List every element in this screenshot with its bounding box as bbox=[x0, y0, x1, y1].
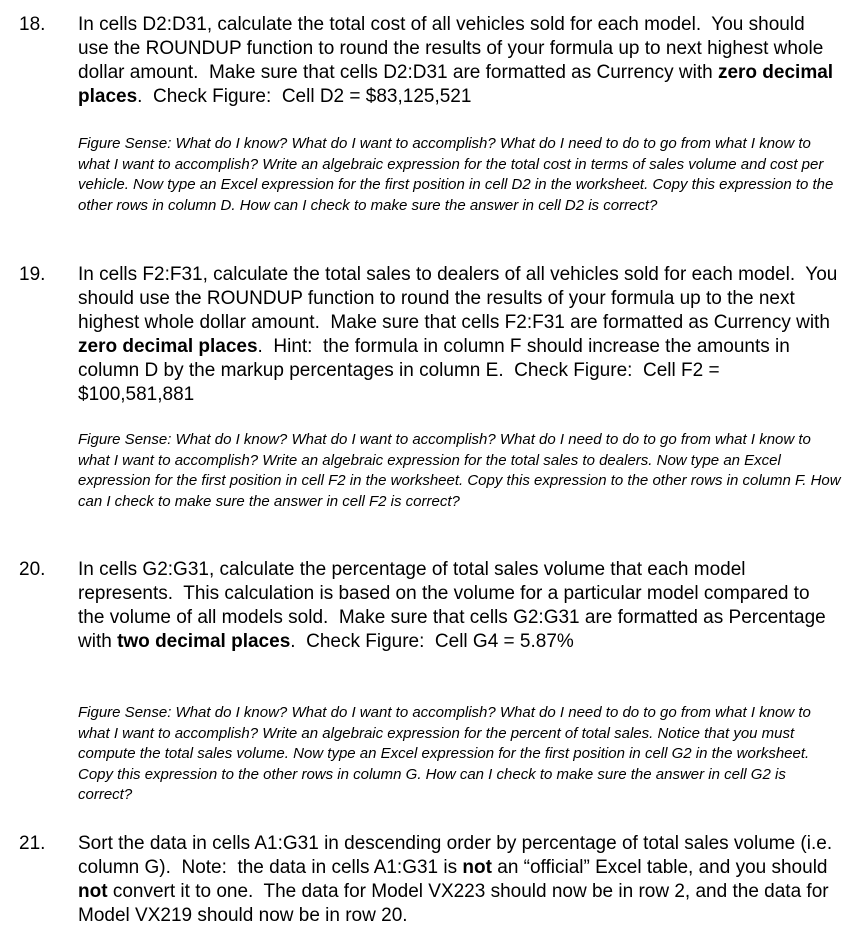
figure-sense-note: Figure Sense: What do I know? What do I want to accomplish? What do I need to do to go from what I know to what I want to accomplish? Write an algebraic expression for the percent of total sales. Notice that you must compute the total sales volume. Now type an Excel expression for the first position in cell G2 in the worksheet. Copy this expression to the other rows in column G. How can I check to make sure the answer in cell G2 is correct? bbox=[78, 704, 811, 803]
step-instruction: In cells F2:F31, calculate the total sales to dealers of all vehicles sold for each model. You should use the ROUNDUP function to round the results of your formula up to the next highest whole dollar amount. Make sure that cells F2:F31 are formatted as Currency with zero decimal places. Hint: the formula in column F should increase the amounts in column D by the markup percentages in column E. Check Figure: Cell F2 = $100,581,881 bbox=[78, 264, 843, 405]
step-instruction: In cells D2:D31, calculate the total cost of all vehicles sold for each model. You should use the ROUNDUP function to round the results of your formula up to next highest whole dollar amount. Make sure that cells D2:D31 are formatted as Currency with zero decimal places. Check Figure: Cell D2 = $83,125,521 bbox=[78, 14, 834, 107]
figure-sense-note: Figure Sense: What do I know? What do I want to accomplish? What do I need to do to go from what I know to what I want to accomplish? Write an algebraic expression for the total sales to dealers. Now type an Excel expression for the first position in cell F2 in the worksheet. Copy this expression to the other rows in column F. How can I check to make sure the answer in cell F2 is correct? bbox=[78, 431, 841, 510]
step-instruction: In cells G2:G31, calculate the percentage of total sales volume that each model represents. This calculation is based on the volume for a particular model compared to the volume of all models sold. Make sure that cells G2:G31 are formatted as Percentage with two decimal places. Check Figure: Cell G4 = 5.87% bbox=[78, 559, 831, 652]
figure-sense-note: Figure Sense: What do I know? What do I want to accomplish? What do I need to do to go from what I know to what I want to accomplish? Write an algebraic expression for the total cost in terms of sales volume and cost per vehicle. Now type an Excel expression for the first position in cell D2 in the worksheet. Copy this expression to the other rows in column D. How can I check to make sure the answer in cell D2 is correct? bbox=[78, 135, 834, 214]
step-number: 18. bbox=[19, 14, 46, 35]
step-instruction: Sort the data in cells A1:G31 in descending order by percentage of total sales volume (i.e. column G). Note: the data in cells A1:G31 is not an “official” Excel table, and you should not convert it to one. The data for Model VX223 should now be in row 2, and the data for Model VX219 should now be in row 20. bbox=[78, 833, 838, 926]
step-number: 21. bbox=[19, 833, 46, 854]
step-number: 19. bbox=[19, 264, 46, 285]
step-number: 20. bbox=[19, 559, 46, 580]
